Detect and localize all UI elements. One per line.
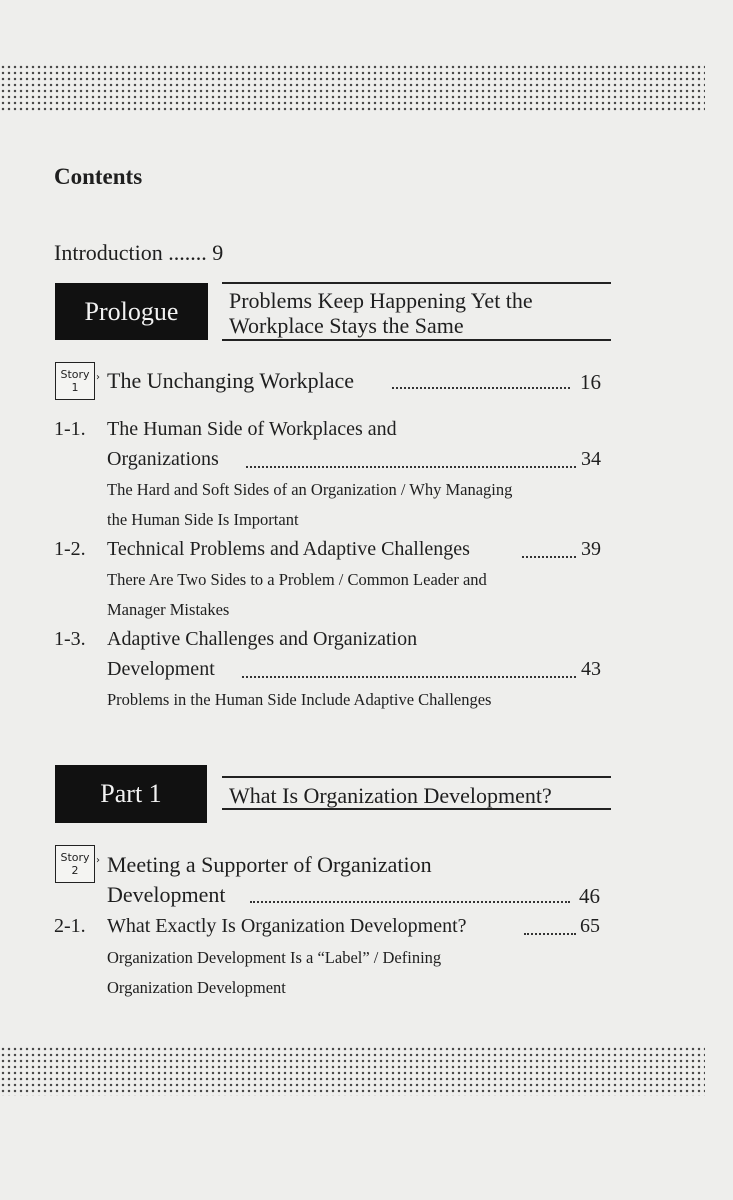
prologue-title-line2: Workplace Stays the Same [229, 313, 464, 338]
section-1-3-number: 1-3. [54, 628, 86, 650]
section-1-1-subtopics-line2: the Human Side Is Important [107, 510, 299, 529]
part-1-title: What Is Organization Development? [229, 783, 552, 808]
story-1-badge-word: Story [60, 368, 90, 381]
section-1-1-page-number: 34 [581, 448, 601, 470]
section-1-1-title-line1[interactable]: The Human Side of Workplaces and [107, 418, 397, 440]
prologue-bottom-rule [222, 339, 611, 341]
part-1-label-box [55, 765, 207, 823]
section-2-1-page-number: 65 [580, 915, 600, 937]
section-2-1-subtopics-line1: Organization Development Is a “Label” / Defining [107, 948, 442, 967]
story-1-badge-number: 1 [71, 381, 79, 394]
section-1-2-page-number: 39 [581, 538, 601, 560]
section-1-1-title-line2[interactable]: Organizations [107, 448, 219, 470]
story-2-pointer-icon: › [96, 855, 100, 866]
section-2-1-title[interactable]: What Exactly Is Organization Development? [107, 915, 467, 937]
section-1-2-leader [522, 556, 576, 558]
section-1-3-page-number: 43 [581, 658, 601, 680]
prologue-label: Prologue [84, 296, 179, 326]
contents-heading: Contents [54, 164, 143, 189]
prologue-top-rule [222, 282, 611, 284]
story-2-badge [55, 845, 95, 883]
introduction-page-number: 9 [212, 240, 224, 265]
story-2-title-line1[interactable]: Meeting a Supporter of Organization [107, 852, 432, 877]
story-1-badge [55, 362, 95, 400]
section-1-3-leader [242, 676, 576, 678]
story-2-leader [250, 901, 570, 903]
prologue-title-line1: Problems Keep Happening Yet the [229, 288, 533, 313]
section-2-1-subtopics-line2: Organization Development [107, 978, 286, 997]
story-1-leader [392, 387, 570, 389]
prologue-label-box [55, 283, 208, 340]
section-1-2-number: 1-2. [54, 538, 86, 560]
introduction-entry[interactable] [54, 240, 223, 266]
decorative-dot-band-bottom [0, 1046, 705, 1096]
section-1-1-number: 1-1. [54, 418, 86, 440]
story-2-title-line2[interactable]: Development [107, 882, 226, 907]
story-2-page-number: 46 [579, 884, 600, 908]
decorative-dot-band-top [0, 64, 705, 112]
section-1-3-subtopics-line1: Problems in the Human Side Include Adaptive Challenges [107, 690, 492, 709]
section-1-3-title-line1[interactable]: Adaptive Challenges and Organization [107, 628, 418, 650]
section-1-3-title-line2[interactable]: Development [107, 658, 215, 680]
part-1-bottom-rule [222, 808, 611, 810]
section-1-2-title[interactable]: Technical Problems and Adaptive Challenges [107, 538, 470, 560]
introduction-label: Introduction [54, 240, 163, 265]
story-2-badge-number: 2 [71, 864, 79, 877]
section-1-2-subtopics-line2: Manager Mistakes [107, 600, 230, 619]
part-1-top-rule [222, 776, 611, 778]
story-1-title[interactable]: The Unchanging Workplace [107, 368, 355, 393]
story-2-badge-word: Story [60, 851, 90, 864]
section-1-2-subtopics-line1: There Are Two Sides to a Problem / Common Leader and [107, 570, 487, 589]
section-1-1-leader [246, 466, 576, 468]
section-2-1-number: 2-1. [54, 915, 86, 937]
part-1-label: Part 1 [100, 779, 162, 808]
section-2-1-leader [524, 933, 576, 935]
story-1-pointer-icon: › [96, 372, 100, 383]
story-1-page-number: 16 [580, 370, 601, 394]
section-1-1-subtopics-line1: The Hard and Soft Sides of an Organization / Why Managing [107, 480, 513, 499]
introduction-leader: ....... [168, 240, 207, 265]
